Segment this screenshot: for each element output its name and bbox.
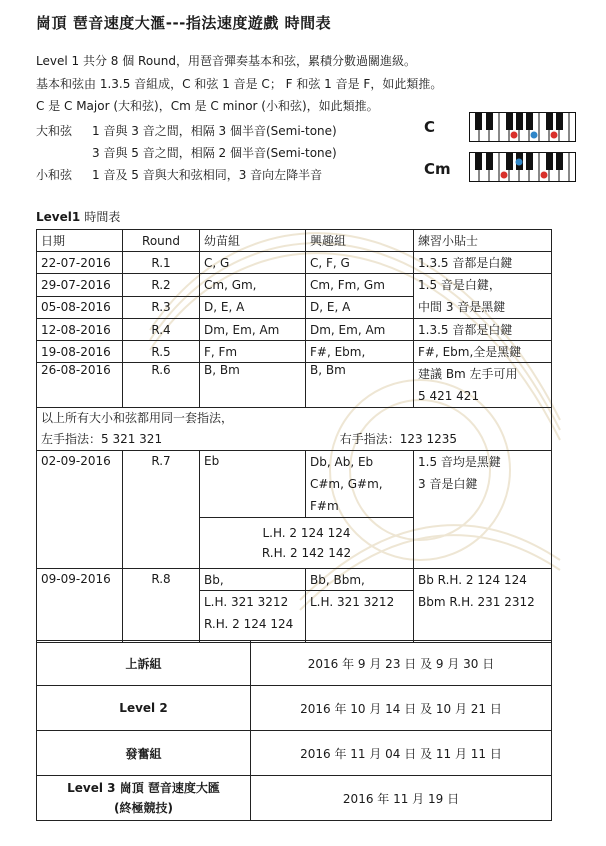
level1-timetable xyxy=(36,229,552,643)
header-round: Round xyxy=(123,230,200,252)
row-tip-merged xyxy=(414,274,552,319)
r7-left-hand: L.H. 2 124 124 xyxy=(262,526,351,540)
table-row xyxy=(37,319,552,341)
row-interest: D, E, A xyxy=(306,296,414,319)
tip-line: 中間 3 音是黑鍵 xyxy=(418,300,506,314)
interest-line: C#m, G#m, F#m xyxy=(310,477,383,513)
row-round: R.8 xyxy=(123,569,200,643)
row-round: R.1 xyxy=(123,252,200,274)
level1-heading xyxy=(36,208,120,225)
tip-line: 1.5 音是白鍵， xyxy=(418,278,501,292)
row-date: 12-08-2016 xyxy=(37,319,123,341)
row-interest: Cm, Fm, Gm xyxy=(306,274,414,297)
row-tip xyxy=(414,569,552,643)
row-round: R.6 xyxy=(123,363,200,408)
row-interest: Dm, Em, Am xyxy=(306,319,414,341)
r8-young-fingering xyxy=(200,591,306,643)
row-interest: Bb, Bbm, xyxy=(306,569,414,591)
level1-heading-suffix: 時間表 xyxy=(84,210,121,224)
table-row xyxy=(37,363,552,408)
left-hand-fingering: 左手指法：5 321 321 xyxy=(41,432,163,446)
header-young-group: 幼苗組 xyxy=(200,230,306,252)
fingering-row xyxy=(37,408,552,451)
fingering-note xyxy=(37,408,552,451)
c-major-keyboard-icon xyxy=(469,112,576,142)
row-interest: C, F, G xyxy=(306,252,414,274)
row-young: F, Fm xyxy=(200,341,306,363)
schedule-label xyxy=(37,776,251,821)
header-tips: 練習小貼士 xyxy=(414,230,552,252)
row-tip xyxy=(414,363,552,408)
major-chord-text-2: 3 音與 5 音之間，相隔 2 個半音(Semi-tone) xyxy=(92,146,337,160)
r7-fingering xyxy=(200,518,414,569)
row-young: Cm, Gm, xyxy=(200,274,306,297)
row-young: Eb xyxy=(200,451,306,518)
r8-young-right-hand: R.H. 2 124 124 xyxy=(204,617,294,632)
row-date: 22-07-2016 xyxy=(37,252,123,274)
row-interest: F#, Ebm, xyxy=(306,341,414,363)
table-row-r8 xyxy=(37,569,552,591)
row-round: R.5 xyxy=(123,341,200,363)
row-round: R.2 xyxy=(123,274,200,297)
row-young: B, Bm xyxy=(200,363,306,408)
schedule-label: 發奮組 xyxy=(37,731,251,776)
later-levels-schedule xyxy=(36,640,552,821)
schedule-label-line: Level 3 崗頂 琶音速度大匯 xyxy=(67,781,220,795)
level1-heading-label: Level1 xyxy=(36,210,81,224)
minor-chord-label: 小和弦 xyxy=(36,168,73,182)
schedule-row xyxy=(37,641,552,686)
row-round: R.3 xyxy=(123,296,200,319)
row-date: 26-08-2016 xyxy=(37,363,123,408)
tip-line: 建議 Bm 左手可用 xyxy=(418,367,518,381)
schedule-date: 2016 年 11 月 04 日 及 11 月 11 日 xyxy=(251,731,552,776)
schedule-label: Level 2 xyxy=(37,686,251,731)
row-date: 02-09-2016 xyxy=(37,451,123,569)
schedule-row xyxy=(37,731,552,776)
row-tip: 1.3.5 音都是白鍵 xyxy=(414,319,552,341)
table-row-r7 xyxy=(37,451,552,518)
schedule-date: 2016 年 9 月 23 日 及 9 月 30 日 xyxy=(251,641,552,686)
right-hand-fingering: 右手指法：123 1235 xyxy=(339,432,457,446)
schedule-label-line: (終極競技) xyxy=(114,801,173,815)
row-tip xyxy=(414,451,552,569)
row-round: R.4 xyxy=(123,319,200,341)
row-date: 19-08-2016 xyxy=(37,341,123,363)
row-date: 09-09-2016 xyxy=(37,569,123,643)
row-round: R.7 xyxy=(123,451,200,569)
major-chord-label: 大和弦 xyxy=(36,124,73,138)
schedule-row xyxy=(37,686,552,731)
row-young: Dm, Em, Am xyxy=(200,319,306,341)
row-date: 05-08-2016 xyxy=(37,296,123,319)
r8-interest-left-hand: L.H. 321 3212 xyxy=(306,591,414,643)
table-row xyxy=(37,252,552,274)
major-chord-text-1: 1 音與 3 音之間，相隔 3 個半音(Semi-tone) xyxy=(92,124,337,138)
tip-line: Bbm R.H. 231 2312 xyxy=(418,595,535,609)
row-young: C, G xyxy=(200,252,306,274)
header-date: 日期 xyxy=(37,230,123,252)
intro-line-3: C 是 C Major (大和弦)，Cm 是 C minor (小和弦)，如此類推。 xyxy=(36,99,379,113)
intro-line-2: 基本和弦由 1.3.5 音組成，C 和弦 1 音是 C； F 和弦 1 音是 F，如此類推。 xyxy=(36,77,443,91)
tip-line: 1.5 音均是黑鍵 xyxy=(418,455,501,469)
table-row xyxy=(37,341,552,363)
row-young: Bb, xyxy=(200,569,306,591)
table-header-row xyxy=(37,230,552,252)
row-interest: B, Bm xyxy=(306,363,414,408)
row-tip: 1.3.5 音都是白鍵 xyxy=(414,252,552,274)
r7-right-hand: R.H. 2 142 142 xyxy=(261,546,352,560)
r8-young-left-hand: L.H. 321 3212 xyxy=(204,595,289,610)
page-title: 崗頂 琶音速度大滙---指法速度遊戲 時間表 xyxy=(36,14,332,32)
tip-line: 5 421 421 xyxy=(418,389,480,403)
tip-line: Bb R.H. 2 124 124 xyxy=(418,573,527,587)
row-young: D, E, A xyxy=(200,296,306,319)
interest-line: Db, Ab, Eb xyxy=(310,455,374,469)
header-interest-group: 興趣組 xyxy=(306,230,414,252)
fingering-intro: 以上所有大小和弦都用同一套指法， xyxy=(41,411,234,425)
c-minor-keyboard-icon xyxy=(469,152,576,182)
schedule-row xyxy=(37,776,552,821)
table-row xyxy=(37,274,552,297)
schedule-label: 上訴組 xyxy=(37,641,251,686)
row-tip: F#, Ebm,全是黑鍵 xyxy=(414,341,552,363)
intro-line-1: Level 1 共分 8 個 Round，用琶音彈奏基本和弦，累積分數過關進級。 xyxy=(36,54,416,68)
c-chord-label: C xyxy=(424,118,436,136)
schedule-date: 2016 年 11 月 19 日 xyxy=(251,776,552,821)
minor-chord-text: 1 音及 5 音與大和弦相同，3 音向左降半音 xyxy=(92,168,323,182)
tip-line: 3 音是白鍵 xyxy=(418,477,478,491)
row-date: 29-07-2016 xyxy=(37,274,123,297)
cm-chord-label: Cm xyxy=(424,160,451,178)
row-interest xyxy=(306,451,414,518)
schedule-date: 2016 年 10 月 14 日 及 10 月 21 日 xyxy=(251,686,552,731)
